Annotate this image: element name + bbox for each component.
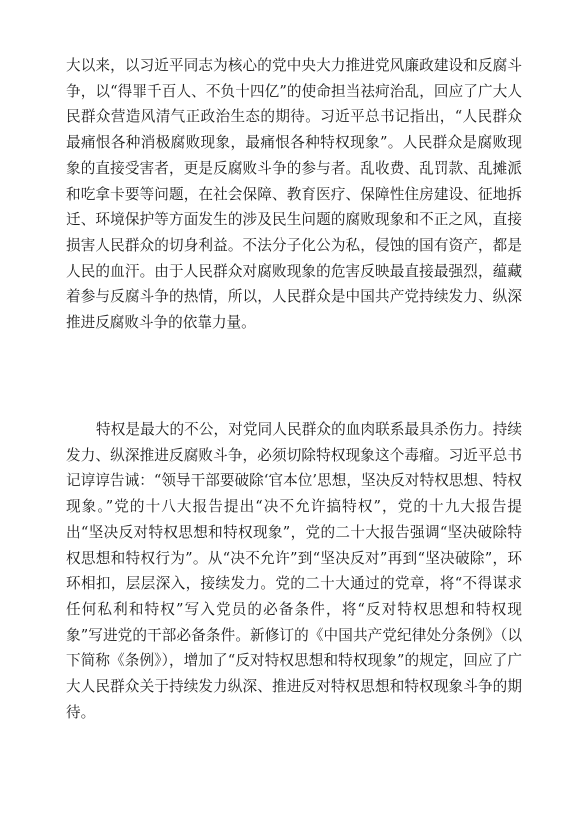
paragraph-2: 特权是最大的不公，对党同人民群众的血肉联系最具杀伤力。持续发力、纵深推进反腐败斗争，必须切除特权现象这个毒瘤。习近平总书记谆谆告诫：“领导干部要破除‘官本位’思想，坚决反对特权思想、特权现象。”党的十八大报告提出“决不允许搞特权”，党的十九大报告提出“坚决反对特权思想和特权现象”，党的二十大报告强调“坚决破除特权思想和特权行为”。从“决不允许”到“坚决反对”再到“坚决破除”，环环相扣，层层深入，接续发力。党的二十大通过的党章，将“不得谋求任何私利和特权”写入党员的必备条件，将“反对特权思想和特权现象”写进党的干部必备条件。新修订的《中国共产党纪律处分条例》（以下简称《条例》），增加了“反对特权思想和特权现象”的规定，回应了广大人民群众关于持续发力纵深、推进反对特权思想和特权现象斗争的期待。 [66,421,522,721]
paragraph-1: 大以来，以习近平同志为核心的党中央大力推进党风廉政建设和反腐斗争，以“得罪千百人、不负十四亿”的使命担当祛疴治乱，回应了广大人民群众营造风清气正政治生态的期待。习近平总书记指出，“人民群众最痛恨各种消极腐败现象，最痛恨各种特权现象”。人民群众是腐败现象的直接受害者，更是反腐败斗争的参与者。乱收费、乱罚款、乱摊派和吃拿卡要等问题，在社会保障、教育医疗、保障性住房建设、征地拆迁、环境保护等方面发生的涉及民生问题的腐败现象和不正之风，直接损害人民群众的切身利益。不法分子化公为私，侵蚀的国有资产，都是人民的血汗。由于人民群众对腐败现象的危害反映最直接最强烈，蕴藏着参与反腐斗争的热情，所以，人民群众是中国共产党持续发力、纵深推进反腐败斗争的依靠力量。 [66,57,522,332]
